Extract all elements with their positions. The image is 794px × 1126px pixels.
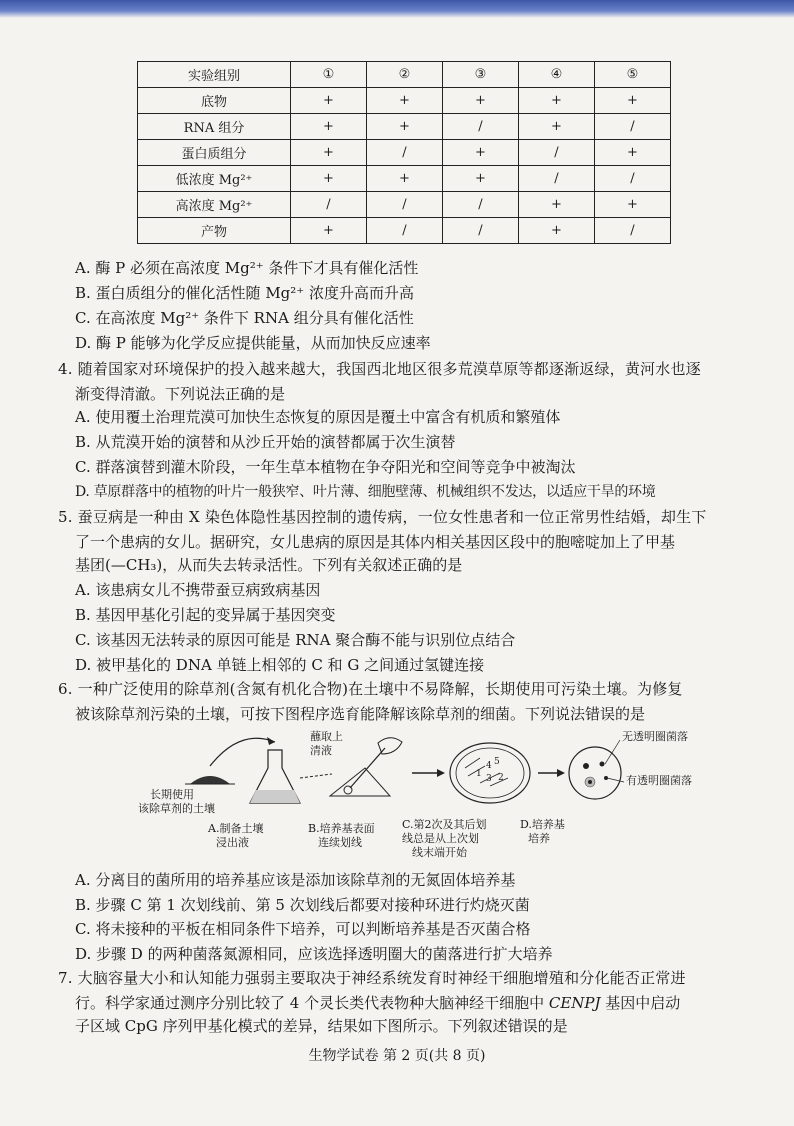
fig-step-a-label-2: 浸出液 [216,836,249,849]
plate-side-icon [330,768,390,796]
q7-stem-line2 [75,991,680,1016]
table-cell: + [595,88,671,114]
table-row [138,62,671,88]
table-cell: + [291,88,367,114]
q3-option-c: C. 在高浓度 Mg²⁺ 条件下 RNA 组分具有催化活性 [75,309,414,327]
q7-stem-line2-b: 基因中启动 [600,994,681,1012]
table-cell: / [367,140,443,166]
fig-step-b-label-2: 连续划线 [318,836,362,849]
q7-stem-line1: 7. 大脑容量大小和认知能力强弱主要取决于神经系统发育时神经干细胞增殖和分化能否正常进 [58,969,686,987]
table-row-header: 底物 [138,88,291,114]
fig-dip-label-1: 蘸取上 [310,730,343,743]
table-row [138,192,671,218]
fig-step-d-label-1: D.培养基 [520,818,565,831]
gene-name: CENPJ [548,994,601,1012]
table-cell: + [443,140,519,166]
q4-option-a: A. 使用覆土治理荒漠可加快生态恢复的原因是覆土中富含有机质和繁殖体 [75,408,561,426]
fig-colony-halo-label: 有透明圈菌落 [626,774,692,787]
q6-stem-line2: 被该除草剂污染的土壤，可按下图程序选育能降解该除草剂的细菌。下列说法错误的是 [75,705,646,723]
q5-stem-line1: 5. 蚕豆病是一种由 X 染色体隐性基因控制的遗传病，一位女性患者和一位正常男性结婚，却生下 [58,508,707,526]
table-row-header: 低浓度 Mg²⁺ [138,166,291,192]
q7-stem-line2-a: 行。科学家通过测序分别比较了 4 个灵长类代表物种大脑神经干细胞中 [75,994,549,1012]
top-color-band [0,0,794,18]
table-cell: + [367,88,443,114]
table-row [138,140,671,166]
fig-step-a-label-1: A.制备土壤 [208,822,264,835]
q5-stem-line3: 基团(—CH₃)，从而失去转录活性。下列有关叙述正确的是 [75,556,463,574]
table-cell: + [519,192,595,218]
table-cell: ① [291,62,367,88]
hand-icon [378,738,402,754]
table-cell: + [519,114,595,140]
fig-step-d-label-2: 培养 [528,832,550,845]
table-row [138,114,671,140]
svg-text:1: 1 [476,769,482,779]
table-cell: + [291,218,367,244]
arrow-soil-to-flask [210,738,275,766]
fig-soil-label-2: 该除草剂的土壤 [138,802,215,815]
streak-plate-icon [450,743,530,803]
table-cell: / [443,192,519,218]
q6-option-d: D. 步骤 D 的两种菌落氮源相同，应该选择透明圈大的菌落进行扩大培养 [75,945,553,963]
culture-plate-icon [569,747,621,799]
table-cell: + [519,218,595,244]
table-cell: ③ [443,62,519,88]
table-cell: + [367,166,443,192]
table-cell: ② [367,62,443,88]
experiment-table [137,61,671,244]
table-row-header: 蛋白质组分 [138,140,291,166]
table-row-header: RNA 组分 [138,114,291,140]
q4-stem-line2: 渐变得清澈。下列说法正确的是 [75,385,286,403]
q7-stem-line3: 子区域 CpG 序列甲基化模式的差异，结果如下图所示。下列叙述错误的是 [75,1017,568,1035]
table-row-header: 实验组别 [138,62,291,88]
q6-option-c: C. 将未接种的平板在相同条件下培养，可以判断培养基是否灭菌合格 [75,920,531,938]
table-cell: + [291,114,367,140]
inoculation-loop-icon [350,748,385,788]
table-cell: + [291,140,367,166]
table-cell: / [443,218,519,244]
svg-text:2: 2 [498,773,504,783]
q3-option-d: D. 酶 P 能够为化学反应提供能量，从而加快反应速率 [75,334,431,352]
table-row-header: 高浓度 Mg²⁺ [138,192,291,218]
q5-option-b: B. 基因甲基化引起的变异属于基因突变 [75,606,336,624]
q6-option-b: B. 步骤 C 第 1 次划线前、第 5 次划线后都要对接种环进行灼烧灭菌 [75,896,530,914]
q4-option-d: D. 草原群落中的植物的叶片一般狭窄、叶片薄、细胞壁薄、机械组织不发达，以适应干旱的环境 [75,484,656,500]
table-row [138,166,671,192]
svg-text:4: 4 [486,761,492,771]
fig-colony-no-halo-label: 无透明圈菌落 [622,730,688,743]
table-cell: / [443,114,519,140]
q3-option-a: A. 酶 P 必须在高浓度 Mg²⁺ 条件下才具有催化活性 [75,259,419,277]
q6-option-a: A. 分离目的菌所用的培养基应该是添加该除草剂的无氮固体培养基 [75,871,516,889]
page-footer: 生物学试卷 第 2 页(共 8 页) [308,1048,486,1064]
table-cell: + [519,88,595,114]
table-cell: + [443,88,519,114]
fig-step-c-label-3: 线末端开始 [412,846,467,859]
table-row [138,88,671,114]
q4-option-c: C. 群落演替到灌木阶段，一年生草本植物在争夺阳光和空间等竞争中被淘汰 [75,458,576,476]
q5-option-c: C. 该基因无法转录的原因可能是 RNA 聚合酶不能与识别位点结合 [75,631,516,649]
bacteria-selection-figure [138,728,710,859]
fig-dip-label-2: 清液 [310,744,332,757]
soil-mound-icon [190,776,230,784]
fig-soil-label-1: 长期使用 [150,788,194,801]
svg-text:5: 5 [494,757,500,767]
table-cell: / [291,192,367,218]
table-cell: + [367,114,443,140]
table-cell: + [443,166,519,192]
table-cell: / [595,114,671,140]
fig-step-b-label-1: B.培养基表面 [308,822,375,835]
table-cell: / [595,218,671,244]
table-row [138,218,671,244]
q4-stem-line1: 4. 随着国家对环境保护的投入越来越大，我国西北地区很多荒漠草原等都逐渐返绿，黄河水也逐 [58,360,701,378]
table-cell: ⑤ [595,62,671,88]
table-cell: + [595,140,671,166]
table-cell: + [291,166,367,192]
table-cell: / [519,166,595,192]
q6-stem-line1: 6. 一种广泛使用的除草剂(含氮有机化合物)在土壤中不易降解，长期使用可污染土壤。为修复 [58,680,683,698]
q3-option-b: B. 蛋白质组分的催化活性随 Mg²⁺ 浓度升高而升高 [75,284,414,302]
q5-option-a: A. 该患病女儿不携带蚕豆病致病基因 [75,581,321,599]
table-cell: / [367,218,443,244]
table-cell: / [595,166,671,192]
table-cell: / [367,192,443,218]
q4-option-b: B. 从荒漠开始的演替和从沙丘开始的演替都属于次生演替 [75,433,456,451]
fig-step-c-label-1: C.第2次及其后划 [402,818,487,831]
q5-option-d: D. 被甲基化的 DNA 单链上相邻的 C 和 G 之间通过氢键连接 [75,656,485,674]
table-cell: ④ [519,62,595,88]
table-cell: + [595,192,671,218]
fig-step-c-label-2: 线总是从上次划 [402,832,479,845]
q5-stem-line2: 了一个患病的女儿。据研究，女儿患病的原因是其体内相关基因区段中的胞嘧啶加上了甲基 [75,533,676,551]
table-row-header: 产物 [138,218,291,244]
svg-text:3: 3 [486,774,492,784]
table-cell: / [519,140,595,166]
